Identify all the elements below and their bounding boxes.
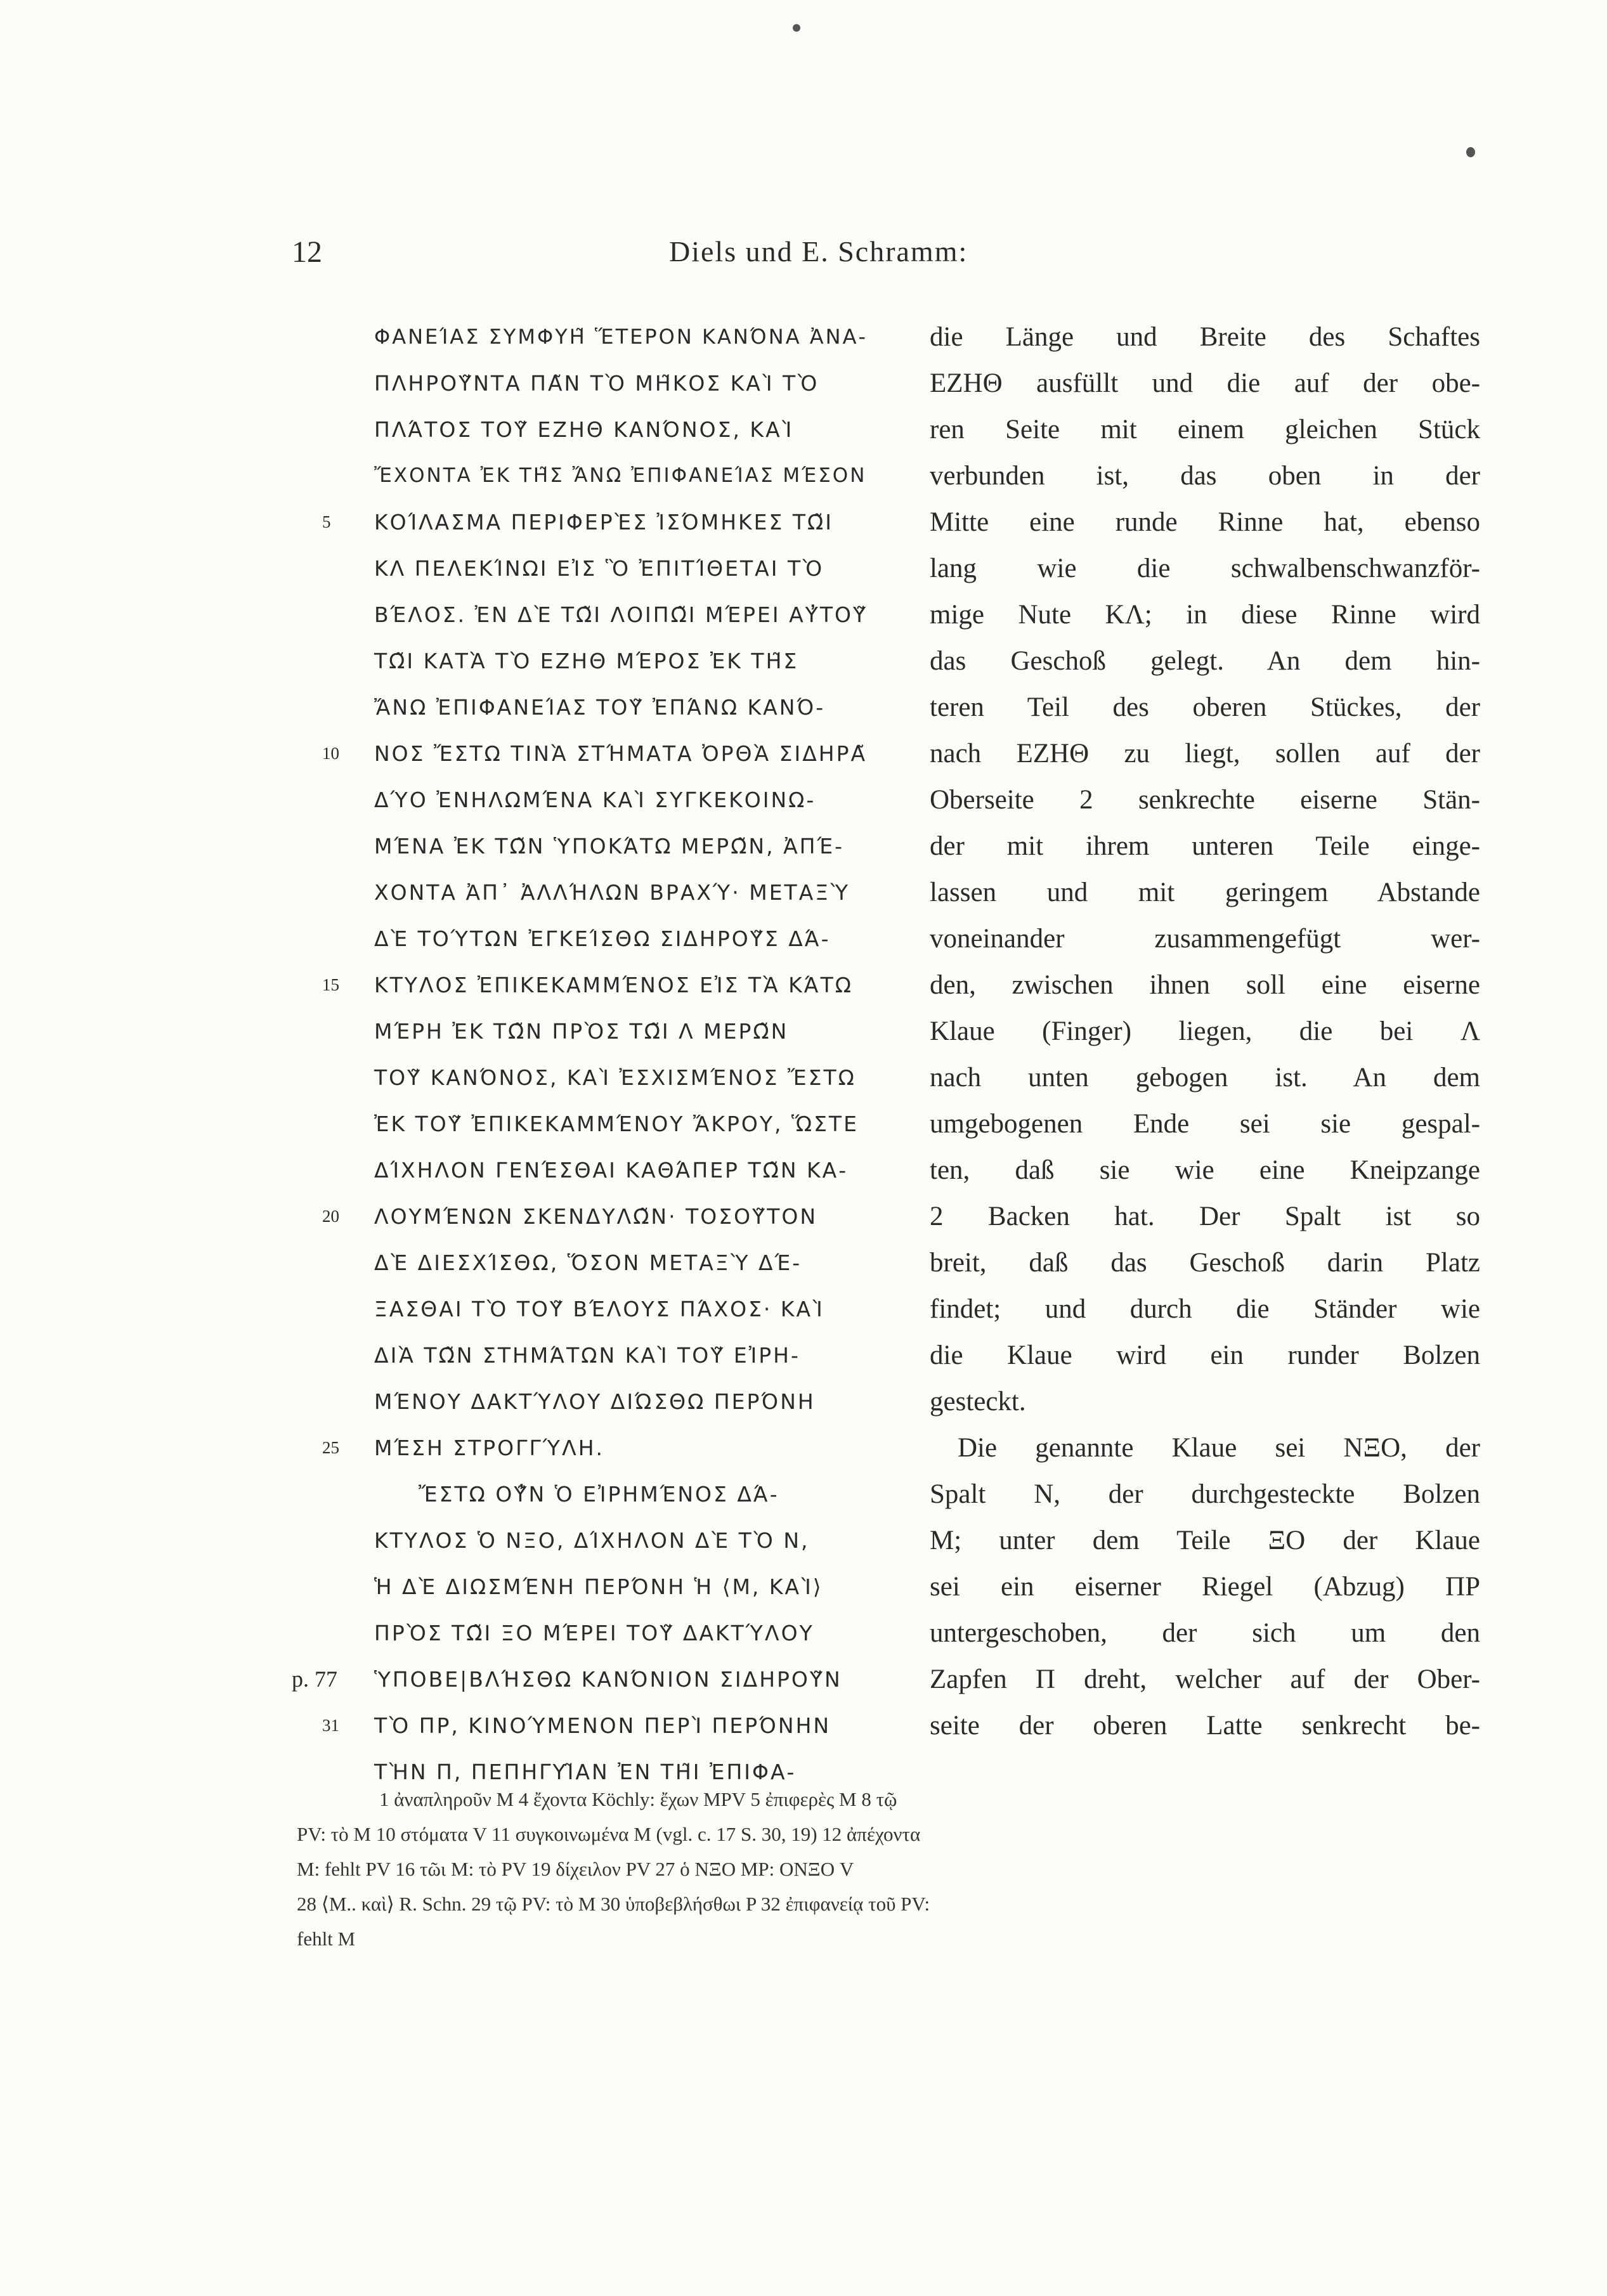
greek-line-text: ΔΙᾺ ΤΩ͂Ν ΣΤΗΜΆΤΩΝ ΚΑῚ ΤΟΥ͂ ΕἸΡΗ- <box>374 1343 800 1368</box>
greek-line-text: ΠΛΆΤΟΣ ΤΟΥ͂ ΕΖΗΘ ΚΑΝΌΝΟΣ, ΚΑῚ <box>374 417 794 442</box>
greek-line-text: ΤῸ ΠΡ, ΚΙΝΟΎΜΕΝΟΝ ΠΕΡῚ ΠΕΡΌΝΗΝ <box>374 1713 831 1738</box>
critical-apparatus <box>297 1782 1489 1956</box>
german-line: Μ; unter dem Teile ΞΟ der Klaue <box>930 1526 1480 1555</box>
greek-line <box>374 777 869 823</box>
greek-line-text: ἜΧΟΝΤΑ ἘΚ ΤΗ͂Σ ἌΝΩ ἘΠΙΦΑΝΕΊΑΣ ΜΈΣΟΝ <box>374 464 867 487</box>
greek-line <box>322 962 869 1008</box>
greek-line <box>374 1101 869 1147</box>
greek-line <box>374 406 869 453</box>
greek-line-text: ΜΈΝΑ ἘΚ ΤΩ͂Ν ὙΠΟΚΆΤΩ ΜΕΡΩ͂Ν, ἈΠΈ- <box>374 834 845 859</box>
print-speck <box>793 24 800 32</box>
greek-line <box>374 1008 869 1054</box>
line-number: 31 <box>322 1716 339 1735</box>
german-line: nach unten gebogen ist. An dem <box>930 1063 1480 1093</box>
greek-line <box>374 314 869 360</box>
greek-line-text: ΜΈΝΟΥ ΔΑΚΤΎΛΟΥ ΔΙΏΣΘΩ ΠΕΡΌΝΗ <box>374 1389 816 1414</box>
greek-text-column <box>292 314 869 1795</box>
german-line: findet; und durch die Ständer wie <box>930 1294 1480 1324</box>
greek-line <box>374 592 869 638</box>
greek-line <box>322 1193 869 1240</box>
print-speck <box>1466 147 1475 157</box>
german-line: umgebogenen Ende sei sie gespal- <box>930 1109 1480 1139</box>
greek-line-text: ΔΊΧΗΛΟΝ ΓΕΝΈΣΘΑΙ ΚΑΘΆΠΕΡ ΤΩ͂Ν ΚΑ- <box>374 1158 849 1183</box>
greek-line <box>374 869 869 916</box>
greek-line <box>374 1471 869 1517</box>
greek-line-text: ἘΚ ΤΟΥ͂ ἘΠΙΚΕΚΑΜΜΈΝΟΥ ἌΚΡΟΥ, ὭΣΤΕ <box>374 1112 859 1136</box>
german-line: breit, daß das Geschoß darin Platz <box>930 1248 1480 1278</box>
greek-line <box>322 1425 869 1471</box>
german-line: seite der oberen Latte senkrecht be- <box>930 1711 1480 1741</box>
line-number: 10 <box>322 744 339 763</box>
greek-line-text: ἜΣΤΩ ΟΥ̓͂Ν Ὁ ΕἸΡΗΜΈΝΟΣ ΔΆ- <box>419 1482 779 1507</box>
line-number: 5 <box>322 512 331 531</box>
greek-line <box>374 1610 869 1656</box>
greek-line <box>374 1517 869 1564</box>
greek-line-text: ΒΈΛΟΣ. ἘΝ ΔῈ ΤΩ͂Ι ΛΟΙΠΩ͂Ι ΜΈΡΕΙ ΑΥ̓ΤΟΥ͂ <box>374 602 868 627</box>
greek-line-text: ΛΟΥΜΈΝΩΝ ΣΚΕΝΔΥΛΩ͂Ν· ΤΟΣΟΥ͂ΤΟΝ <box>374 1204 818 1229</box>
greek-line-text: ὙΠΟΒΕ|ΒΛΉΣΘΩ ΚΑΝΌΝΙΟΝ ΣΙΔΗΡΟΥ͂Ν <box>374 1667 842 1692</box>
greek-line <box>322 730 869 777</box>
greek-line-text: ΤΩ͂Ι ΚΑΤᾺ ΤῸ ΕΖΗΘ ΜΈΡΟΣ ἘΚ ΤΗ͂Σ <box>374 649 799 673</box>
greek-line <box>292 1656 869 1703</box>
greek-line-text: ΔΎΟ ἘΝΗΛΩΜΈΝΑ ΚΑῚ ΣΥΓΚΕΚΟΙΝΩ- <box>374 788 816 812</box>
german-line: Mitte eine runde Rinne hat, ebenso <box>930 507 1480 537</box>
german-line: verbunden ist, das oben in der <box>930 461 1480 491</box>
greek-line-text: ΦΑΝΕΊΑΣ ΣΥΜΦΥΗ͂ ἝΤΕΡΟΝ ΚΑΝΌΝΑ ἈΝΑ- <box>374 325 868 349</box>
german-line: Die genannte Klaue sei ΝΞΟ, der <box>958 1433 1480 1463</box>
footnote-line: 28 ⟨Μ.. καὶ⟩ R. Schn. 29 τῷ PV: τὸ M 30 ὑποβεβλήσθωι P 32 ἐπιφανείᾳ τοῦ PV: <box>297 1893 930 1915</box>
greek-line-text: ΔῈ ΔΙΕΣΧΊΣΘΩ, ὍΣΟΝ ΜΕΤΑΞῪ ΔΈ- <box>374 1250 802 1275</box>
german-line: Klaue (Finger) liegen, die bei Λ <box>930 1016 1480 1046</box>
german-line: nach ΕΖΗΘ zu liegt, sollen auf der <box>930 739 1480 769</box>
greek-line-text: ΤΟΥ͂ ΚΑΝΌΝΟΣ, ΚΑῚ ἘΣΧΙΣΜΈΝΟΣ ἜΣΤΩ <box>374 1065 856 1090</box>
line-number: 25 <box>322 1438 339 1457</box>
line-number: p. 77 <box>292 1666 337 1692</box>
greek-line-text: ΤῊΝ Π, ΠΕΠΗΓΥΙ͂ΑΝ ἘΝ ΤΗ͂Ι ἘΠΙΦΑ- <box>374 1760 797 1784</box>
german-line: gesteckt. <box>930 1387 1026 1417</box>
german-line: die Klaue wird ein runder Bolzen <box>930 1340 1480 1370</box>
greek-line <box>374 638 869 684</box>
german-line: Zapfen Π dreht, welcher auf der Ober- <box>930 1664 1480 1694</box>
line-number: 20 <box>322 1207 339 1226</box>
greek-line <box>374 545 869 592</box>
greek-line <box>374 1286 869 1332</box>
page-header <box>279 235 1484 279</box>
german-line: mige Nute ΚΛ; in diese Rinne wird <box>930 600 1480 630</box>
greek-line <box>322 1703 869 1749</box>
greek-line-text: Ἡ ΔῈ ΔΙΩΣΜΈΝΗ ΠΕΡΌΝΗ Ἡ ⟨Μ, ΚΑῚ⟩ <box>374 1574 823 1599</box>
greek-line <box>374 360 869 406</box>
greek-line-text: ΜΈΡΗ ἘΚ ΤΩ͂Ν ΠΡῸΣ ΤΩ͂Ι Λ ΜΕΡΩ͂Ν <box>374 1019 789 1044</box>
greek-line-text: ΠΡῸΣ ΤΩ͂Ι ΞΟ ΜΈΡΕΙ ΤΟΥ͂ ΔΑΚΤΎΛΟΥ <box>374 1621 814 1645</box>
footnote-line: fehlt M <box>297 1928 356 1950</box>
greek-line <box>374 1147 869 1193</box>
greek-line <box>374 453 869 499</box>
german-line: ren Seite mit einem gleichen Stück <box>930 415 1480 444</box>
greek-line-text: ΔῈ ΤΟΎΤΩΝ ἘΓΚΕΊΣΘΩ ΣΙΔΗΡΟΥ͂Σ ΔΆ- <box>374 926 831 951</box>
running-head: Diels und E. Schramm: <box>669 235 968 268</box>
german-line: sei ein eiserner Riegel (Abzug) ΠΡ <box>930 1572 1480 1602</box>
greek-line-text: ΚΛ ΠΕΛΕΚΊΝΩΙ ΕἸΣ Ὃ ἘΠΙΤΊΘΕΤΑΙ ΤῸ <box>374 556 824 581</box>
greek-line <box>374 1564 869 1610</box>
greek-line <box>374 1054 869 1101</box>
german-line: 2 Backen hat. Der Spalt ist so <box>930 1202 1480 1231</box>
german-line: lang wie die schwalbenschwanzför- <box>930 554 1480 583</box>
greek-line-text: ΝΟΣ ἜΣΤΩ ΤΙΝᾺ ΣΤΉΜΑΤΑ ὈΡΘᾺ ΣΙΔΗΡΑ͂ <box>374 741 868 766</box>
greek-line <box>374 823 869 869</box>
german-line: teren Teil des oberen Stückes, der <box>930 692 1480 722</box>
greek-line <box>322 499 869 545</box>
greek-line-text: ΚΤΥΛΟΣ Ὁ ΝΞΟ, ΔΊΧΗΛΟΝ ΔῈ ΤῸ Ν, <box>374 1528 810 1553</box>
line-number: 15 <box>322 975 339 994</box>
footnote-line: PV: τὸ M 10 στόματα V 11 συγκοινωμένα M (vgl. c. 17 S. 30, 19) 12 ἀπέχοντα <box>297 1823 921 1845</box>
german-line: untergeschoben, der sich um den <box>930 1618 1480 1648</box>
greek-line-text: ΚΤΥΛΟΣ ἘΠΙΚΕΚΑΜΜΈΝΟΣ ΕἸΣ ΤᾺ ΚΆΤΩ <box>374 973 854 997</box>
greek-line-text: ΠΛΗΡΟΥ͂ΝΤΑ ΠΑ͂Ν ΤῸ ΜΗ͂ΚΟΣ ΚΑῚ ΤῸ <box>374 371 819 396</box>
footnote-line: M: fehlt PV 16 τῶι M: τὸ PV 19 δίχειλον PV 27 ὁ ΝΞΟ MP: ΟΝΞΟ V <box>297 1858 854 1880</box>
greek-line-text: ΚΟΊΛΑΣΜΑ ΠΕΡΙΦΕΡῈΣ ἸΣΌΜΗΚΕΣ ΤΩ͂Ι <box>374 510 833 535</box>
german-line: der mit ihrem unteren Teile einge- <box>930 831 1480 861</box>
page-number: 12 <box>292 235 322 269</box>
greek-line-text: ΧΟΝΤΑ ἈΠ᾿ ἈΛΛΉΛΩΝ ΒΡΑΧΎ· ΜΕΤΑΞῪ <box>374 880 850 905</box>
german-translation-column <box>930 314 1480 1749</box>
german-line: ΕΖΗΘ ausfüllt und die auf der obe- <box>930 368 1480 398</box>
footnote-line: 1 ἀναπληροῦν M 4 ἔχοντα Köchly: ἔχων MPV 5 ἐπιφερὲς M 8 τῷ <box>379 1788 897 1810</box>
german-line: voneinander zusammengefügt wer- <box>930 924 1480 954</box>
greek-line <box>374 916 869 962</box>
german-line: den, zwischen ihnen soll eine eiserne <box>930 970 1480 1000</box>
greek-line <box>374 1378 869 1425</box>
greek-line <box>374 684 869 730</box>
german-line: Oberseite 2 senkrechte eiserne Stän- <box>930 785 1480 815</box>
greek-line <box>374 1332 869 1378</box>
german-line: ten, daß sie wie eine Kneipzange <box>930 1155 1480 1185</box>
greek-line-text: ΜΈΣΗ ΣΤΡΟΓΓΎΛΗ. <box>374 1436 604 1460</box>
greek-line-text: ΞΑΣΘΑΙ ΤῸ ΤΟΥ͂ ΒΈΛΟΥΣ ΠΆΧΟΣ· ΚΑῚ <box>374 1297 824 1321</box>
german-line: lassen und mit geringem Abstande <box>930 878 1480 907</box>
german-line: Spalt Ν, der durchgesteckte Bolzen <box>930 1479 1480 1509</box>
greek-line <box>374 1240 869 1286</box>
greek-line-text: ἌΝΩ ἘΠΙΦΑΝΕΊΑΣ ΤΟΥ͂ ἘΠΆΝΩ ΚΑΝΌ- <box>374 695 826 720</box>
german-line: die Länge und Breite des Schaftes <box>930 322 1480 352</box>
german-line: das Geschoß gelegt. An dem hin- <box>930 646 1480 676</box>
